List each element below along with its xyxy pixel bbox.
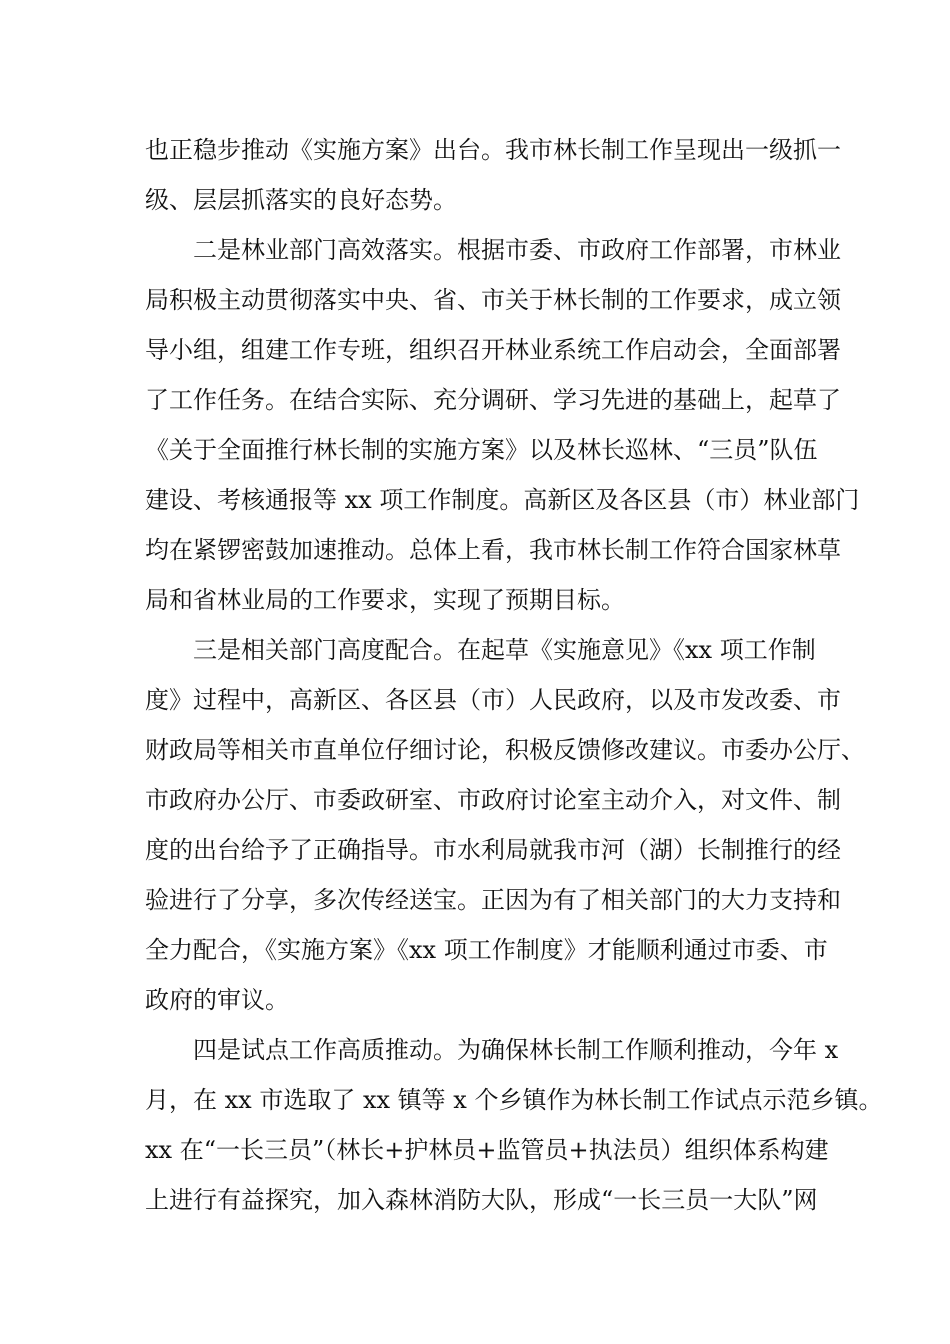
text-line: 局和省林业局的工作要求，实现了预期目标。 — [145, 586, 625, 614]
text-line: 局积极主动贯彻落实中央、省、市关于林长制的工作要求，成立领 — [145, 286, 841, 314]
text-line: xx 在“一长三员”（林长+护林员+监管员+执法员）组织体系构建 — [145, 1136, 829, 1164]
text-line: 建设、考核通报等 xx 项工作制度。高新区及各区县（市）林业部门 — [145, 486, 860, 514]
text-line: 度的出台给予了正确指导。市水利局就我市河（湖）长制推行的经 — [145, 836, 841, 864]
text-line: 级、层层抓落实的良好态势。 — [145, 186, 457, 214]
text-line: 度》过程中，高新区、各区县（市）人民政府，以及市发改委、市 — [145, 686, 841, 714]
text-line: 四是试点工作高质推动。为确保林长制工作顺利推动，今年 x — [193, 1036, 839, 1064]
text-line: 三是相关部门高度配合。在起草《实施意见》《xx 项工作制 — [193, 636, 816, 664]
text-line: 财政局等相关市直单位仔细讨论，积极反馈修改建议。市委办公厅、 — [145, 736, 865, 764]
text-line: 月，在 xx 市选取了 xx 镇等 x 个乡镇作为林长制工作试点示范乡镇。 — [145, 1086, 883, 1114]
text-line: 验进行了分享，多次传经送宝。正因为有了相关部门的大力支持和 — [145, 886, 841, 914]
text-line: 也正稳步推动《实施方案》出台。我市林长制工作呈现出一级抓一 — [145, 136, 841, 164]
text-line: 《关于全面推行林长制的实施方案》以及林长巡林、“三员”队伍 — [145, 436, 818, 464]
text-line: 市政府办公厅、市委政研室、市政府讨论室主动介入，对文件、制 — [145, 786, 841, 814]
text-line: 二是林业部门高效落实。根据市委、市政府工作部署，市林业 — [193, 236, 841, 264]
text-line: 政府的审议。 — [145, 986, 289, 1014]
text-line: 上进行有益探究，加入森林消防大队，形成“一长三员一大队”网 — [145, 1186, 818, 1214]
text-line: 全力配合，《实施方案》《xx 项工作制度》才能顺利通过市委、市 — [145, 936, 828, 964]
text-line: 了工作任务。在结合实际、充分调研、学习先进的基础上，起草了 — [145, 386, 841, 414]
text-line: 均在紧锣密鼓加速推动。总体上看，我市林长制工作符合国家林草 — [145, 536, 841, 564]
text-line: 导小组，组建工作专班，组织召开林业系统工作启动会，全面部署 — [145, 336, 841, 364]
